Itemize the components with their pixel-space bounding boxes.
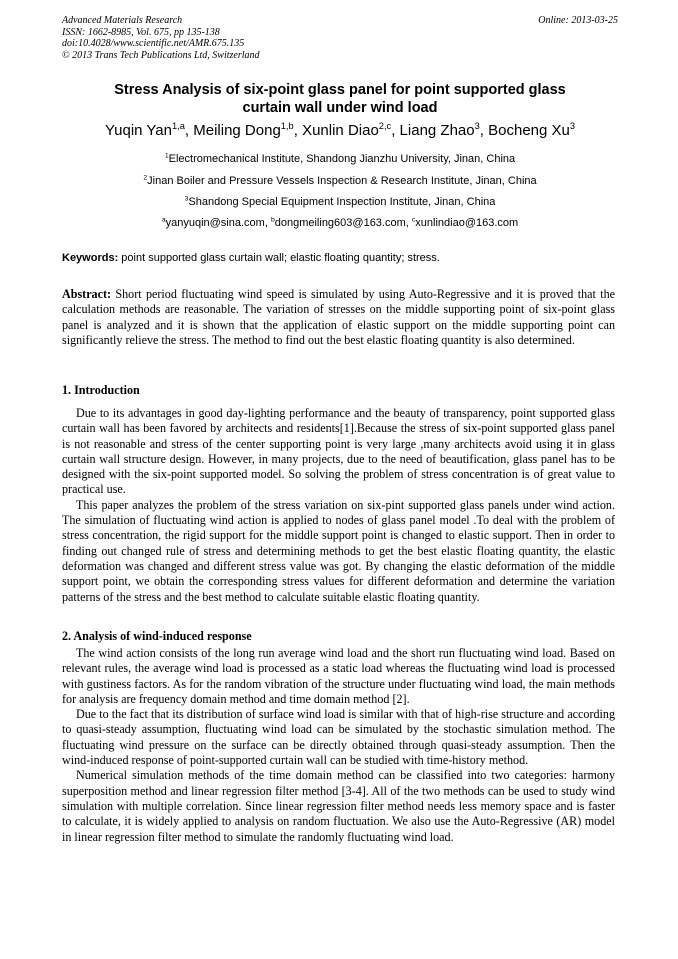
keywords-label: Keywords: — [62, 252, 119, 264]
introduction-body — [62, 406, 615, 605]
journal-header — [62, 15, 618, 61]
author: Yuqin Yan$^{1,a}$, — [104, 121, 194, 139]
title-line-2: curtain wall under wind load — [242, 100, 438, 116]
keywords — [62, 251, 618, 265]
section-heading-wind-response: 2. Analysis of wind-induced response — [62, 629, 252, 643]
title-line-1: Stress Analysis of six-point glass panel for point supported glass — [114, 82, 566, 98]
abstract — [62, 287, 615, 348]
paragraph: Numerical simulation methods of the time domain method can be classified into two categories: harmony superposition method and linear regression filter method [3-4]. All of the two methods can be used to study wind simulation with multiple correlation. Since linear regression filter method needs less memory space and is faster to calculate, it is widely applied to analysis on random fluctuation. We also use the Auto-Regressive (AR) model in linear regression filter method to simulate the randomly fluctuating wind load. — [62, 768, 615, 844]
journal-name: Advanced Materials Research — [62, 15, 183, 26]
author: Liang Zhao$^3$, — [399, 121, 489, 139]
section-heading-introduction: 1. Introduction — [62, 383, 140, 397]
doi-line: doi:10.4028/www.scientific.net/AMR.675.135 — [62, 38, 245, 49]
author: Meiling Dong$^{1,b}$, — [193, 121, 303, 139]
paragraph: The wind action consists of the long run average wind load and the short run fluctuating wind load. Based on relevant rules, the average wind load is processed as a static load whereas the fluctuating wind load is processed with gustiness factors. As for the random vibration of the structure under fluctuating wind load, the main methods for analysis are frequency domain method and time domain method [2]. — [62, 646, 615, 706]
paragraph: Due to the fact that its distribution of surface wind load is similar with that of high-rise structure and according to quasi-steady assumption, fluctuating wind load can be simulated by the stochastic simulation method. The fluctuating wind pressure on the surface can be directly obtained through quasi-steady assumption. Then the wind-induced response of point-supported curtain wall can be studied with time-history method. — [62, 707, 615, 768]
abstract-label: Abstract: — [62, 287, 112, 301]
issn-line: ISSN: 1662-8985, Vol. 675, pp 135-138 — [62, 26, 220, 38]
author: Xunlin Diao$^{2,c}$, — [302, 121, 400, 139]
abstract-text: Short period fluctuating wind speed is simulated by using Auto-Regressive and it is proved that the calculation methods are reasonable. The variation of stresses on the middle supporting point of six-point glass panel is analyzed and it is shown that the application of elastic support on the middle supporting point can significantly relieve the stress. The method to find out the best elastic floating quantity is also determined. — [62, 287, 615, 347]
keywords-text: point supported glass curtain wall; elastic floating quantity; stress. — [118, 252, 440, 264]
author: Bocheng Xu$^3$ — [488, 121, 576, 139]
paragraph: Due to its advantages in good day-lighting performance and the beauty of transparency, point supported glass curtain wall has been favored by architects and residents[1].Because the stress of six-point supported glass panel is not reasonable and stress of the center supporting point is very large ,many architects avoid using it in glass curtain wall structure design. However, in many projects, due to the need of beautification, glass panel has to be designed with the six-point supported model. So solving the problem of stress concentration is of great value to practical use. — [62, 406, 615, 497]
affiliation-1: $^1$Electromechanical Institute, Shandong Jianzhu University, Jinan, China — [164, 152, 516, 165]
affiliation-3: $^3$Shandong Special Equipment Inspection Institute, Jinan, China — [184, 195, 496, 208]
author-emails: $^a$yanyuqin@sina.com, $^b$dongmeiling603@163.com, $^c$xunlindiao@163.com — [161, 216, 519, 229]
author-list — [62, 121, 618, 141]
wind-response-body — [62, 646, 615, 845]
paragraph: This paper analyzes the problem of the stress variation on six-pint supported glass panels under wind action. The simulation of fluctuating wind action is applied to nodes of glass panel model .To deal with the problem of stress concentration, the rigid support for the middle support point is changed to elastic support. Then in order to finding out changed rule of stress and determining methods to get the best elastic floating quantity, the elastic deformation was changed and different stress value was got. By changing the elastic deformation of the middle support point, we obtain the corresponding stress values for different deformation and determine the variation patterns of the stress and the best method to calculate suitable elastic floating quantity. — [62, 497, 615, 604]
paper-title — [62, 81, 618, 117]
affiliation-2: $^2$Jinan Boiler and Pressure Vessels Inspection & Research Institute, Jinan, China — [143, 174, 537, 187]
online-date: Online: 2013-03-25 — [538, 15, 618, 26]
copyright-line: © 2013 Trans Tech Publications Ltd, Switzerland — [62, 49, 260, 61]
